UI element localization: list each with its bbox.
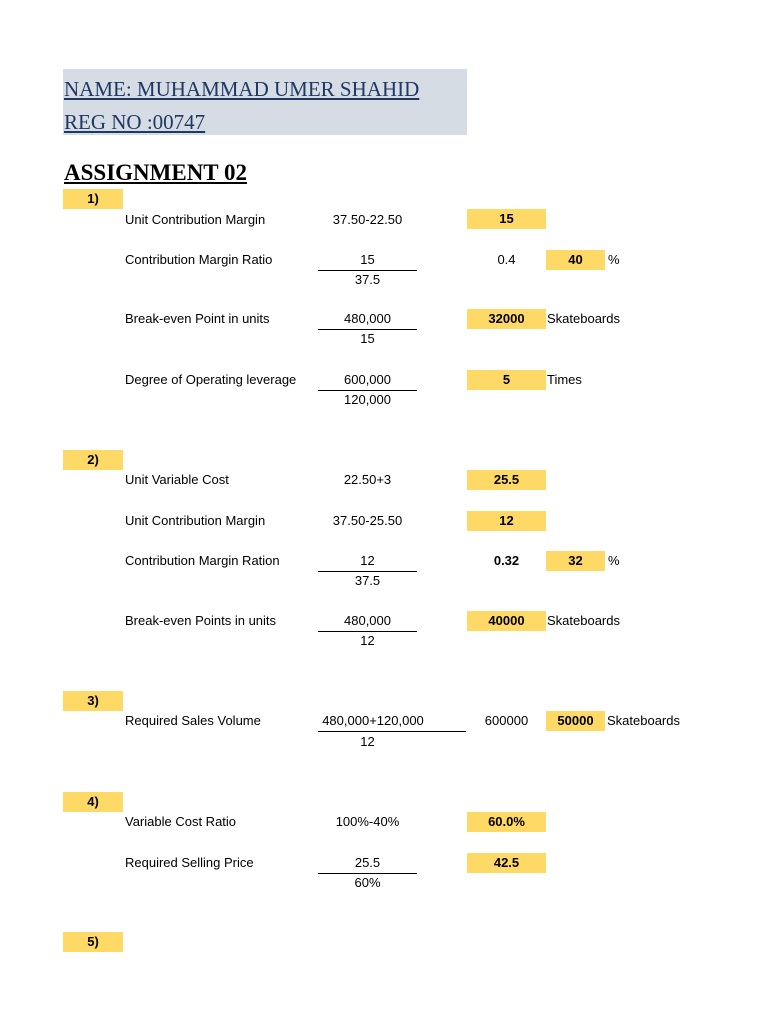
q1-dol-unit: Times	[547, 372, 582, 387]
q2-cmr-result: 32	[546, 551, 605, 571]
q1-bep-denominator: 15	[360, 331, 375, 346]
q4-vcr-label: Variable Cost Ratio	[125, 814, 237, 829]
q1-cmr-result: 40	[546, 250, 605, 270]
q3-rsv-result: 50000	[546, 711, 605, 731]
q3-rsv-sum: 600000	[484, 713, 529, 728]
q2-ucm-expression: 37.50-25.50	[332, 513, 403, 528]
q2-uvc-label: Unit Variable Cost	[125, 472, 229, 487]
q4-rsp-label: Required Selling Price	[125, 855, 254, 870]
q2-cmr-numerator: 12	[360, 553, 375, 568]
q2-uvc-result: 25.5	[467, 470, 546, 490]
q2-ucm-result: 12	[467, 511, 546, 531]
q2-bep-unit: Skateboards	[547, 613, 620, 628]
q1-cmr-label: Contribution Margin Ratio	[125, 252, 273, 267]
q2-cmr-label: Contribution Margin Ration	[125, 553, 280, 568]
q3-rsv-label: Required Sales Volume	[125, 713, 261, 728]
q1-dol-numerator: 600,000	[344, 372, 391, 387]
q1-ucm-label: Unit Contribution Margin	[125, 212, 266, 227]
q3-rsv-unit: Skateboards	[607, 713, 680, 728]
q2-bep-result: 40000	[467, 611, 546, 631]
question-2-number: 2)	[63, 450, 123, 470]
q1-dol-result: 5	[467, 370, 546, 390]
q1-ucm-result: 15	[467, 209, 546, 229]
q1-cmr-ratio: 0.4	[497, 252, 516, 267]
q2-cmr-ratio: 0.32	[493, 553, 520, 568]
question-5-number: 5)	[63, 932, 123, 952]
q3-rsv-denominator: 12	[360, 734, 375, 749]
q1-cmr-unit: %	[608, 252, 620, 267]
q4-rsp-denominator: 60%	[354, 875, 381, 890]
q4-vcr-result: 60.0%	[467, 812, 546, 832]
q2-uvc-expression: 22.50+3	[343, 472, 392, 487]
q1-cmr-denominator: 37.5	[354, 272, 381, 287]
q1-bep-result: 32000	[467, 309, 546, 329]
q4-rsp-numerator: 25.5	[354, 855, 381, 870]
q1-cmr-numerator: 15	[360, 252, 375, 267]
question-4-number: 4)	[63, 792, 123, 812]
q1-ucm-expression: 37.50-22.50	[332, 212, 403, 227]
question-1-number: 1)	[63, 189, 123, 209]
q2-bep-numerator: 480,000	[344, 613, 391, 628]
q2-ucm-label: Unit Contribution Margin	[125, 513, 266, 528]
q4-rsp-result: 42.5	[467, 853, 546, 873]
q1-bep-numerator: 480,000	[344, 311, 391, 326]
q2-cmr-unit: %	[608, 553, 620, 568]
q1-bep-label: Break-even Point in units	[125, 311, 270, 326]
assignment-title: ASSIGNMENT 02	[64, 160, 247, 185]
q1-bep-unit: Skateboards	[547, 311, 620, 326]
q2-cmr-denominator: 37.5	[354, 573, 381, 588]
student-name: NAME: MUHAMMAD UMER SHAHID	[64, 77, 420, 101]
q1-dol-denominator: 120,000	[344, 392, 391, 407]
q4-vcr-expression: 100%-40%	[335, 814, 400, 829]
q2-bep-denominator: 12	[360, 633, 375, 648]
q2-bep-label: Break-even Points in units	[125, 613, 277, 628]
q3-rsv-numerator: 480,000+120,000	[322, 713, 424, 728]
registration-number: REG NO :00747	[64, 110, 206, 134]
question-3-number: 3)	[63, 691, 123, 711]
q1-dol-label: Degree of Operating leverage	[125, 372, 297, 387]
